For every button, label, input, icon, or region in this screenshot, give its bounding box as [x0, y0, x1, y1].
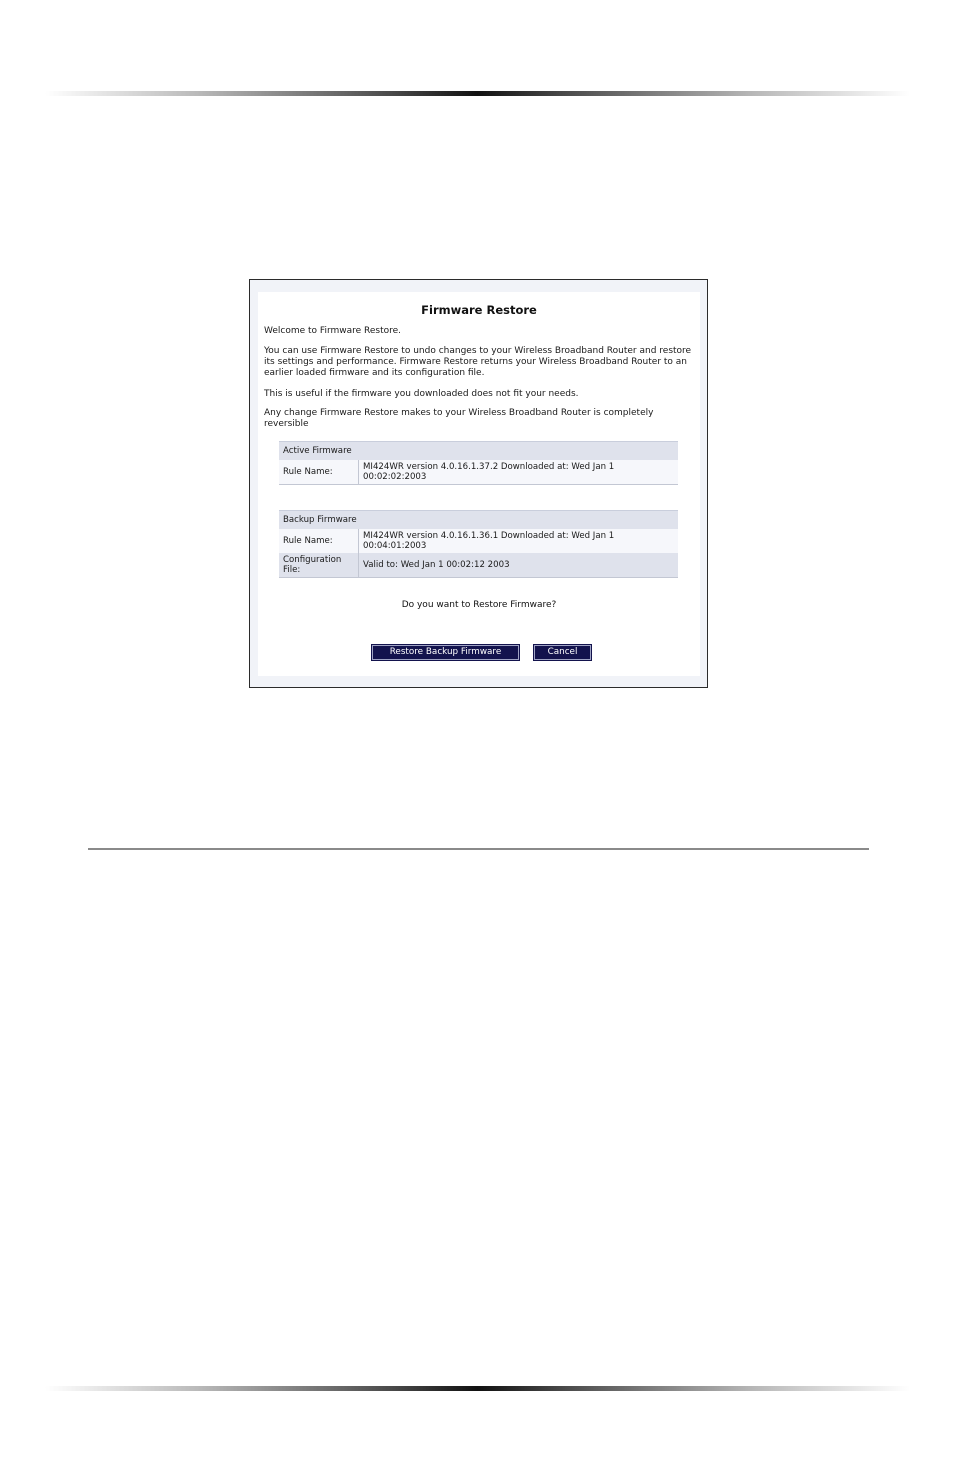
restore-backup-firmware-button[interactable]: Restore Backup Firmware [372, 645, 519, 660]
intro-text: You can use Firmware Restore to undo changes to your Wireless Broadband Router and restore its settings and performance. Firmware Restore returns your Wireless Broadband Router to an earlier loaded firmware and its configuration file. [264, 346, 692, 378]
configuration-file-value: Valid to: Wed Jan 1 00:02:12 2003 [359, 553, 679, 578]
welcome-text: Welcome to Firmware Restore. [264, 326, 402, 336]
reversible-text: Any change Firmware Restore makes to your Wireless Broadband Router is completely reversible [264, 408, 654, 429]
backup-rule-name-value: MI424WR version 4.0.16.1.36.1 Downloaded at: Wed Jan 1 00:04:01:2003 [359, 529, 679, 553]
backup-firmware-table [279, 510, 678, 578]
firmware-restore-panel [258, 292, 700, 676]
restore-question: Do you want to Restore Firmware? [401, 600, 557, 610]
active-firmware-header: Active Firmware [279, 442, 678, 461]
rule-name-label: Rule Name: [279, 529, 359, 553]
table-row [279, 529, 678, 553]
useful-text: This is useful if the firmware you downloaded does not fit your needs. [264, 389, 579, 399]
active-rule-name-value: MI424WR version 4.0.16.1.37.2 Downloaded at: Wed Jan 1 00:02:02:2003 [359, 460, 679, 485]
active-firmware-table [279, 441, 678, 485]
cancel-button[interactable]: Cancel [534, 645, 591, 660]
table-row [279, 553, 678, 578]
top-decorative-rule [45, 91, 910, 96]
page-title: Firmware Restore [421, 303, 537, 317]
backup-firmware-header: Backup Firmware [279, 511, 678, 530]
configuration-file-label: Configuration File: [279, 553, 359, 578]
rule-name-label: Rule Name: [279, 460, 359, 485]
firmware-restore-screenshot [249, 279, 708, 688]
bottom-decorative-rule [45, 1386, 910, 1391]
section-divider [88, 848, 869, 850]
table-row [279, 460, 678, 485]
